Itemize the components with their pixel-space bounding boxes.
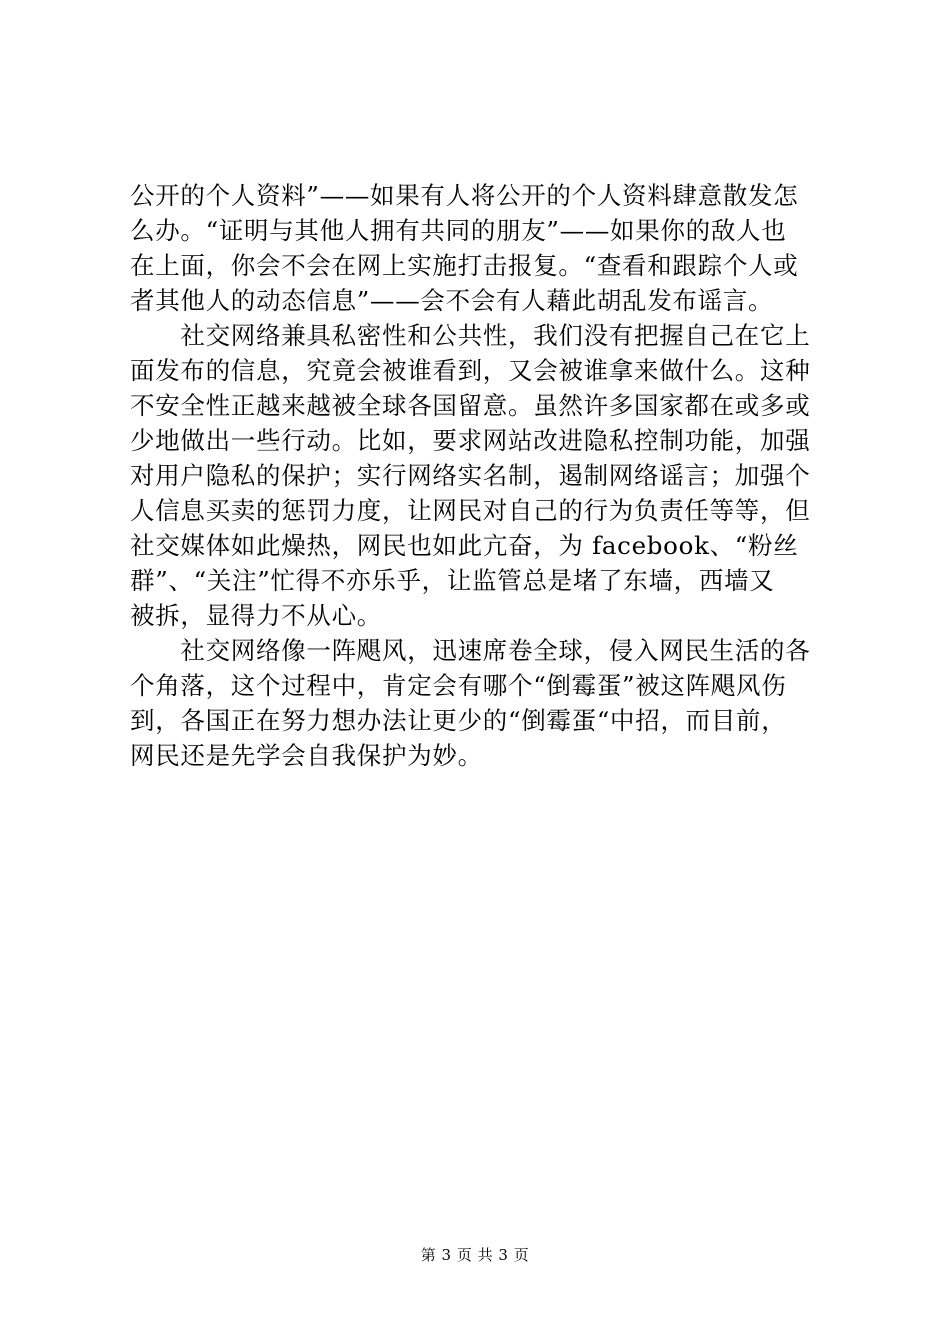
text-line: 公开的个人资料”——如果有人将公开的个人资料肆意散发怎	[130, 181, 799, 210]
text-line: 不安全性正越来越被全球各国留意。虽然许多国家都在或多或	[130, 391, 811, 420]
text-line: 面发布的信息，究竟会被谁看到，又会被谁拿来做什么。这种	[130, 356, 811, 385]
text-line: 被拆，显得力不从心。	[130, 601, 382, 630]
text-line: 在上面，你会不会在网上实施打击报复。“查看和跟踪个人或	[130, 251, 799, 280]
text-line: 社交网络兼具私密性和公共性，我们没有把握自己在它上	[130, 321, 811, 350]
text-line: 对用户隐私的保护；实行网络实名制，遏制网络谣言；加强个	[130, 461, 811, 490]
text-line: 社交媒体如此燥热，网民也如此亢奋，为 facebook、“粉丝	[130, 531, 799, 560]
text-line: 么办。“证明与其他人拥有共同的朋友”——如果你的敌人也	[130, 216, 787, 245]
text-line: 到，各国正在努力想办法让更少的“倒霉蛋“中招，而目前，	[130, 706, 787, 735]
text-line: 网民还是先学会自我保护为妙。	[130, 741, 483, 770]
text-line: 少地做出一些行动。比如，要求网站改进隐私控制功能，加强	[130, 426, 811, 455]
text-line: 群”、“关注”忙得不亦乐乎，让监管总是堵了东墙，西墙又	[130, 566, 775, 595]
text-line: 人信息买卖的惩罚力度，让网民对自己的行为负责任等等，但	[130, 496, 811, 525]
text-line: 社交网络像一阵飓风，迅速席卷全球，侵入网民生活的各	[130, 636, 811, 665]
text-line: 个角落，这个过程中，肯定会有哪个“倒霉蛋”被这阵飓风伤	[130, 671, 787, 700]
text-line: 者其他人的动态信息”——会不会有人藉此胡乱发布谣言。	[130, 286, 774, 315]
body-text	[130, 178, 830, 773]
page-number-footer: 第 3 页 共 3 页	[420, 1246, 530, 1264]
